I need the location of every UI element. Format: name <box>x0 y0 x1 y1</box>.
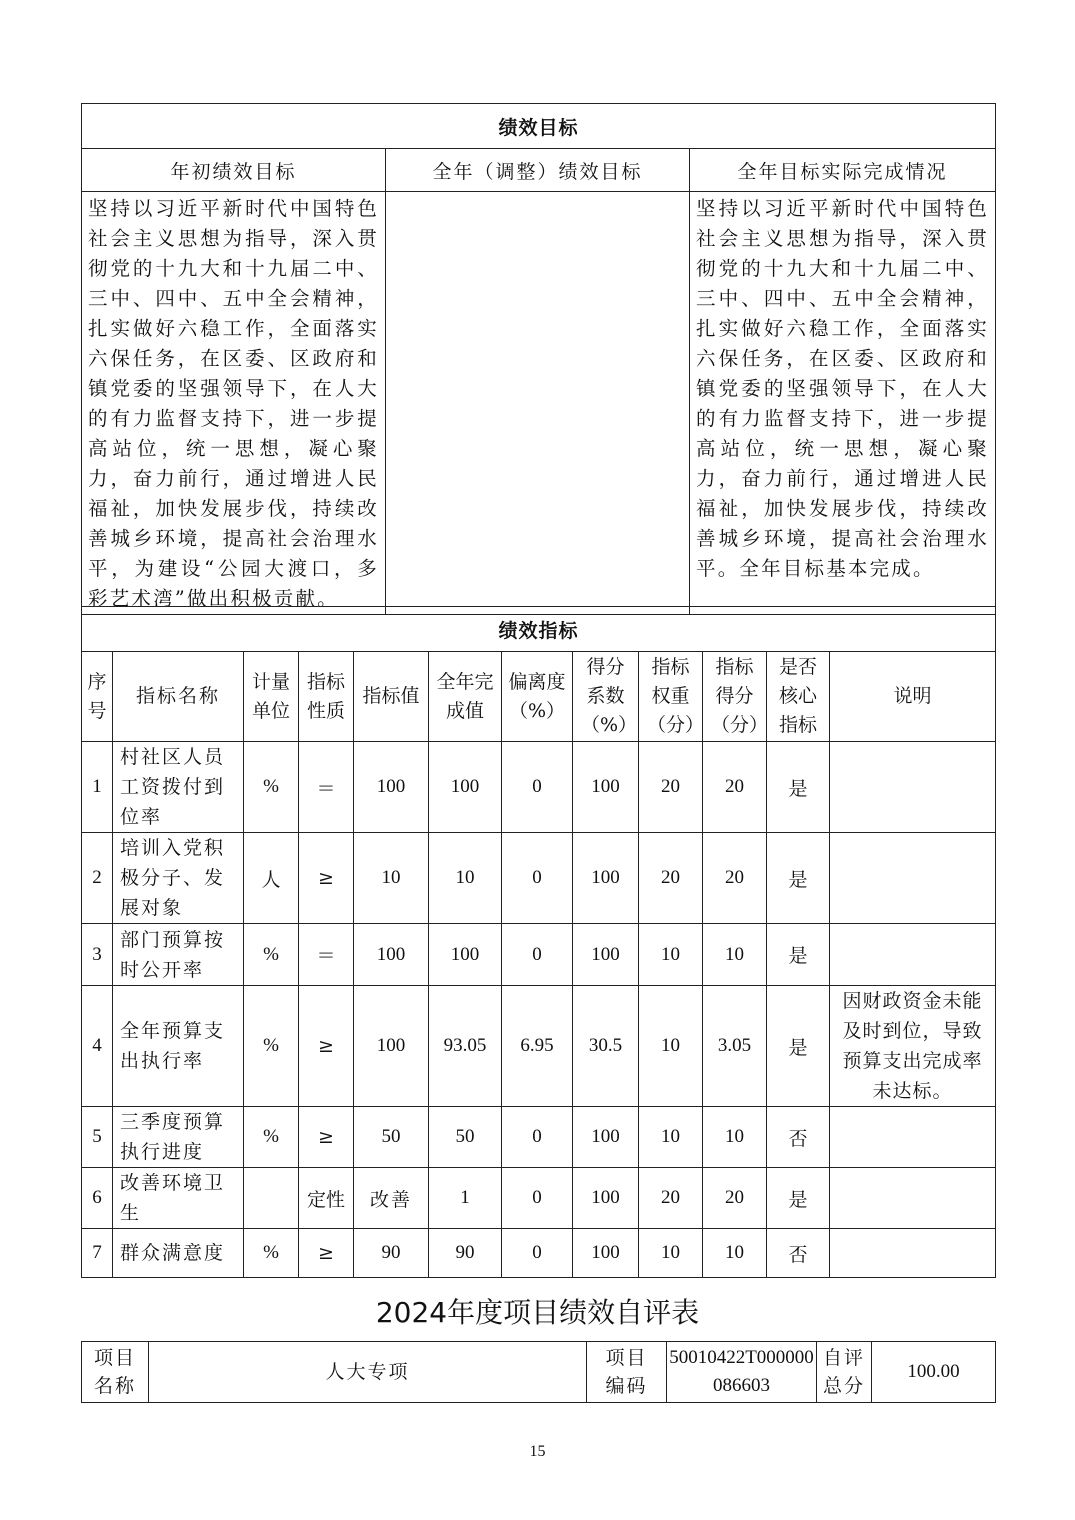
row-weight: 20 <box>639 742 703 833</box>
row-weight: 10 <box>639 986 703 1107</box>
row-score: 20 <box>703 742 767 833</box>
row-target: 100 <box>354 742 429 833</box>
project-code-value: 50010422T000000086603 <box>667 1342 817 1403</box>
row-seq: 5 <box>82 1107 113 1168</box>
row-coef: 100 <box>573 1229 639 1278</box>
row-note <box>830 924 996 986</box>
project-info-table <box>81 1341 996 1403</box>
table-row <box>82 1168 996 1229</box>
row-score: 10 <box>703 1229 767 1278</box>
row-unit: 人 <box>244 833 299 924</box>
row-coef: 30.5 <box>573 986 639 1107</box>
row-name: 群众满意度 <box>113 1229 244 1278</box>
row-target: 100 <box>354 924 429 986</box>
row-actual: 50 <box>429 1107 502 1168</box>
header-note: 说明 <box>830 652 996 742</box>
row-note <box>830 742 996 833</box>
row-score: 20 <box>703 833 767 924</box>
header-weight: 指标权重（分） <box>639 652 703 742</box>
row-name: 全年预算支出执行率 <box>113 986 244 1107</box>
row-coef: 100 <box>573 1168 639 1229</box>
row-core: 否 <box>767 1229 830 1278</box>
row-actual: 10 <box>429 833 502 924</box>
row-actual: 93.05 <box>429 986 502 1107</box>
header-nature: 指标性质 <box>299 652 354 742</box>
row-deviation: 0 <box>502 1107 573 1168</box>
adjusted-goal-header: 全年（调整）绩效目标 <box>386 149 690 192</box>
row-note <box>830 833 996 924</box>
row-target: 改善 <box>354 1168 429 1229</box>
header-unit: 计量单位 <box>244 652 299 742</box>
row-nature: ＝ <box>299 924 354 986</box>
row-deviation: 0 <box>502 1168 573 1229</box>
row-target: 10 <box>354 833 429 924</box>
row-core: 是 <box>767 924 830 986</box>
row-score: 3.05 <box>703 986 767 1107</box>
row-unit: % <box>244 924 299 986</box>
table-row <box>82 986 996 1107</box>
project-name-value: 人大专项 <box>149 1342 587 1403</box>
table-row <box>82 1107 996 1168</box>
row-actual: 1 <box>429 1168 502 1229</box>
row-unit: % <box>244 742 299 833</box>
indicator-section-title: 绩效指标 <box>82 607 996 652</box>
row-weight: 20 <box>639 1168 703 1229</box>
project-name-label: 项目名称 <box>82 1342 149 1403</box>
row-unit: % <box>244 986 299 1107</box>
row-actual: 100 <box>429 924 502 986</box>
row-name: 部门预算按时公开率 <box>113 924 244 986</box>
row-target: 50 <box>354 1107 429 1168</box>
row-coef: 100 <box>573 742 639 833</box>
row-coef: 100 <box>573 1107 639 1168</box>
table-row <box>82 742 996 833</box>
row-note <box>830 1229 996 1278</box>
header-core: 是否核心指标 <box>767 652 830 742</box>
row-core: 是 <box>767 1168 830 1229</box>
row-weight: 10 <box>639 1229 703 1278</box>
performance-goal-table <box>81 103 996 615</box>
row-seq: 6 <box>82 1168 113 1229</box>
row-coef: 100 <box>573 833 639 924</box>
row-nature: ≥ <box>299 986 354 1107</box>
row-seq: 3 <box>82 924 113 986</box>
table-row <box>82 833 996 924</box>
row-actual: 100 <box>429 742 502 833</box>
actual-result-header: 全年目标实际完成情况 <box>690 149 996 192</box>
performance-indicator-table <box>81 606 996 1278</box>
row-score: 20 <box>703 1168 767 1229</box>
row-seq: 7 <box>82 1229 113 1278</box>
row-deviation: 0 <box>502 1229 573 1278</box>
row-seq: 1 <box>82 742 113 833</box>
row-unit: % <box>244 1229 299 1278</box>
header-target: 指标值 <box>354 652 429 742</box>
header-score: 指标得分（分） <box>703 652 767 742</box>
header-seq: 序号 <box>82 652 113 742</box>
row-coef: 100 <box>573 924 639 986</box>
row-nature: ＝ <box>299 742 354 833</box>
header-deviation: 偏离度（%） <box>502 652 573 742</box>
project-code-label: 项目编码 <box>587 1342 667 1403</box>
header-name: 指标名称 <box>113 652 244 742</box>
row-weight: 20 <box>639 833 703 924</box>
row-name: 培训入党积极分子、发展对象 <box>113 833 244 924</box>
row-unit <box>244 1168 299 1229</box>
row-weight: 10 <box>639 1107 703 1168</box>
row-name: 村社区人员工资拨付到位率 <box>113 742 244 833</box>
row-unit: % <box>244 1107 299 1168</box>
row-core: 是 <box>767 986 830 1107</box>
row-note <box>830 1107 996 1168</box>
initial-goal-header: 年初绩效目标 <box>82 149 386 192</box>
row-nature: ≥ <box>299 1107 354 1168</box>
header-actual: 全年完成值 <box>429 652 502 742</box>
row-actual: 90 <box>429 1229 502 1278</box>
row-score: 10 <box>703 1107 767 1168</box>
row-name: 改善环境卫生 <box>113 1168 244 1229</box>
row-deviation: 0 <box>502 833 573 924</box>
self-score-value: 100.00 <box>872 1342 996 1403</box>
header-coef: 得分系数（%） <box>573 652 639 742</box>
row-deviation: 0 <box>502 924 573 986</box>
row-target: 100 <box>354 986 429 1107</box>
row-note <box>830 1168 996 1229</box>
row-note: 因财政资金未能及时到位，导致预算支出完成率未达标。 <box>830 986 996 1107</box>
row-core: 否 <box>767 1107 830 1168</box>
row-nature: ≥ <box>299 1229 354 1278</box>
row-score: 10 <box>703 924 767 986</box>
actual-result-text: 坚持以习近平新时代中国特色社会主义思想为指导，深入贯彻党的十九大和十九届二中、三中、四中、五中全会精神，扎实做好六稳工作，全面落实六保任务，在区委、区政府和镇党委的坚强领导下，在人大的有力监督支持下，进一步提高站位，统一思想，凝心聚力，奋力前行，通过增进人民福祉，加快发展步伐，持续改善城乡环境，提高社会治理水平。全年目标基本完成。 <box>690 192 996 615</box>
self-score-label: 自评总分 <box>817 1342 872 1403</box>
initial-goal-text: 坚持以习近平新时代中国特色社会主义思想为指导，深入贯彻党的十九大和十九届二中、三中、四中、五中全会精神，扎实做好六稳工作，全面落实六保任务，在区委、区政府和镇党委的坚强领导下，在人大的有力监督支持下，进一步提高站位，统一思想，凝心聚力，奋力前行，通过增进人民福祉，加快发展步伐，持续改善城乡环境，提高社会治理水平，为建设“公园大渡口，多彩艺术湾”做出积极贡献。 <box>82 192 386 615</box>
row-core: 是 <box>767 742 830 833</box>
row-name: 三季度预算执行进度 <box>113 1107 244 1168</box>
table-row <box>82 1229 996 1278</box>
row-weight: 10 <box>639 924 703 986</box>
goal-section-title: 绩效目标 <box>82 104 996 149</box>
table-row <box>82 924 996 986</box>
page-number: 15 <box>529 1443 546 1460</box>
row-core: 是 <box>767 833 830 924</box>
row-target: 90 <box>354 1229 429 1278</box>
adjusted-goal-text <box>386 192 690 615</box>
row-nature: 定性 <box>299 1168 354 1229</box>
row-nature: ≥ <box>299 833 354 924</box>
row-deviation: 6.95 <box>502 986 573 1107</box>
row-seq: 4 <box>82 986 113 1107</box>
row-deviation: 0 <box>502 742 573 833</box>
row-seq: 2 <box>82 833 113 924</box>
project-evaluation-title: 2024年度项目绩效自评表 <box>375 1296 700 1329</box>
